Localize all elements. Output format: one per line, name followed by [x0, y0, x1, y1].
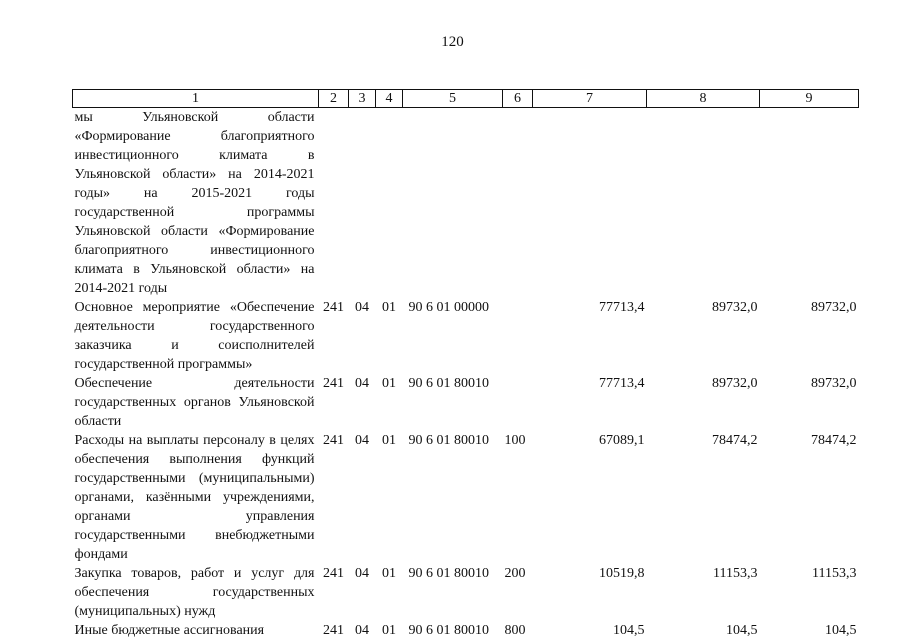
- row-glava: 241: [323, 376, 344, 391]
- row-description: Закупка товаров, работ и услуг для обеспечения государственных (муниципальных) нужд: [74, 566, 315, 619]
- row-target-article: 90 6 01 00000: [408, 300, 489, 315]
- row-description: Основное мероприятие «Обеспечение деятельности государственного заказчика и соисполнителей государственной программы»: [74, 300, 315, 372]
- row-amount-col8: 78474,2: [712, 433, 758, 448]
- row-expense-type: 200: [504, 566, 526, 581]
- row-amount-col7: [533, 108, 647, 299]
- header-col-2: 2: [319, 90, 349, 108]
- header-col-3: 3: [349, 90, 376, 108]
- row-amount-col9: [760, 108, 859, 299]
- row-razdel: [349, 108, 376, 299]
- row-amount-col9: 78474,2: [811, 433, 857, 448]
- row-amount-col9: 89732,0: [811, 300, 857, 315]
- table-row: [73, 374, 859, 431]
- row-expense-type: [503, 108, 533, 299]
- row-amount-col7: 10519,8: [599, 566, 645, 581]
- row-amount-col8: 104,5: [726, 623, 758, 638]
- budget-table: [72, 89, 859, 640]
- table-row: [73, 298, 859, 374]
- row-amount-col8: 89732,0: [712, 300, 758, 315]
- row-glava: 241: [323, 433, 344, 448]
- row-razdel: 04: [355, 300, 369, 315]
- row-podrazdel: [376, 108, 403, 299]
- row-amount-col7: 104,5: [613, 623, 645, 638]
- row-amount-col9: 11153,3: [812, 566, 857, 581]
- header-col-9: 9: [760, 90, 859, 108]
- row-razdel: 04: [355, 376, 369, 391]
- row-target-article: 90 6 01 80010: [408, 623, 489, 638]
- row-podrazdel: 01: [382, 300, 396, 315]
- row-podrazdel: 01: [382, 623, 396, 638]
- row-podrazdel: 01: [382, 433, 396, 448]
- row-glava: [319, 108, 349, 299]
- header-col-4: 4: [376, 90, 403, 108]
- header-row: [73, 90, 859, 108]
- row-expense-type: 100: [504, 433, 526, 448]
- row-description: мы Ульяновской области «Формирование благоприятного инвестиционного климата в Ульяновской области» на 2014-2021 годы» на 2015-2021 годы государственной программы Ульяновской области «Формирование благоприятного инвестиционного климата в Ульяновской области» на 2014-2021 годы: [74, 110, 315, 296]
- row-razdel: 04: [355, 623, 369, 638]
- row-amount-col7: 77713,4: [599, 376, 645, 391]
- row-description: Расходы на выплаты персоналу в целях обеспечения выполнения функций государственными (муниципальными) органами, казёнными учреждениями, органами управления государственными внебюджетными фондами: [74, 433, 315, 562]
- row-razdel: 04: [355, 433, 369, 448]
- row-target-article: 90 6 01 80010: [408, 376, 489, 391]
- header-col-7: 7: [533, 90, 647, 108]
- row-amount-col9: 89732,0: [811, 376, 857, 391]
- row-razdel: 04: [355, 566, 369, 581]
- row-target-article: [403, 108, 503, 299]
- table-row: [73, 108, 859, 299]
- row-amount-col8: [647, 108, 760, 299]
- row-amount-col9: 104,5: [825, 623, 857, 638]
- row-expense-type: [503, 298, 533, 374]
- row-description: Обеспечение деятельности государственных органов Ульяновской области: [74, 376, 315, 429]
- header-col-6: 6: [503, 90, 533, 108]
- header-col-8: 8: [647, 90, 760, 108]
- row-amount-col8: 11153,3: [713, 566, 758, 581]
- row-podrazdel: 01: [382, 566, 396, 581]
- row-glava: 241: [323, 566, 344, 581]
- row-glava: 241: [323, 300, 344, 315]
- row-amount-col7: 77713,4: [599, 300, 645, 315]
- row-glava: 241: [323, 623, 344, 638]
- row-target-article: 90 6 01 80010: [408, 566, 489, 581]
- row-amount-col8: 89732,0: [712, 376, 758, 391]
- row-podrazdel: 01: [382, 376, 396, 391]
- row-expense-type: 800: [504, 623, 526, 638]
- header-col-5: 5: [403, 90, 503, 108]
- table-row: [73, 564, 859, 621]
- row-target-article: 90 6 01 80010: [408, 433, 489, 448]
- header-col-1: 1: [73, 90, 319, 108]
- row-expense-type: [503, 374, 533, 431]
- row-description: Иные бюджетные ассигнования: [74, 623, 265, 638]
- table-row: [73, 621, 859, 640]
- table-row: [73, 431, 859, 564]
- row-amount-col7: 67089,1: [599, 433, 645, 448]
- page-number: 120: [441, 34, 464, 50]
